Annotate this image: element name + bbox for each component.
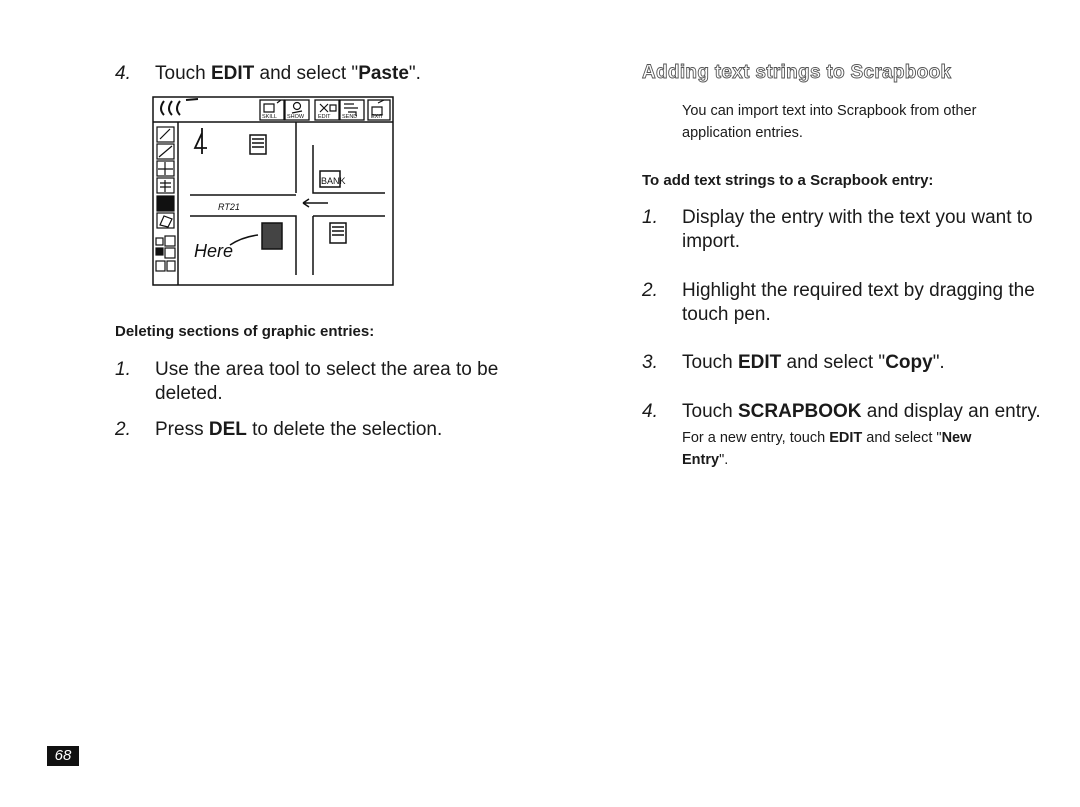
step-number: 2. [642,280,658,301]
page-number: 68 [47,746,79,766]
delete-step-2 [115,418,535,444]
step-text: Touch SCRAPBOOK and display an entry. [682,401,1041,422]
paste-step [115,62,535,88]
step-text: Display the entry with the text you want to import. [682,207,1033,252]
sketch-label-bank: BANK [321,176,346,186]
step-text: Highlight the required text by dragging the touch pen. [682,280,1035,325]
step-text: Use the area tool to select the area to be deleted. [155,359,499,404]
sketch-label-rt21: RT21 [218,202,240,212]
new-entry-note: For a new entry, touch EDIT and select "New Entry". [682,430,972,468]
step-number: 3. [642,352,658,373]
add-step-4 [642,400,1062,426]
toolbar-label-show: SHOW [287,114,305,120]
step-text: Touch EDIT and select "Paste". [155,63,421,84]
add-step-3 [642,351,1062,377]
step-text: Press DEL to delete the selection. [155,419,443,440]
sketch-label-here: Here [194,241,234,261]
step-number: 4. [115,63,131,84]
step-number: 2. [115,419,131,440]
scrapbook-screen-illustration [150,95,395,290]
drawing-tools [156,127,175,271]
step-text: Touch EDIT and select "Copy". [682,352,945,373]
add-step-2 [642,279,1062,329]
delete-step-1 [115,358,535,408]
toolbar-label-send: SEND [342,114,358,120]
add-text-subheading: To add text strings to a Scrapbook entry: [642,172,934,189]
toolbar-label-edit: EDIT [318,114,331,120]
add-step-1 [642,206,1062,256]
intro-text: You can import text into Scrapbook from other application entries. [682,103,977,141]
section-title: Adding text strings to Scrapbook [642,62,952,83]
step-number: 1. [642,207,658,228]
deleting-subheading: Deleting sections of graphic entries: [115,323,375,340]
step-number: 4. [642,401,658,422]
toolbar-label-skill: SKILL [262,114,277,120]
step-number: 1. [115,359,131,380]
toolbar-label-exit: EXIT [371,114,384,120]
